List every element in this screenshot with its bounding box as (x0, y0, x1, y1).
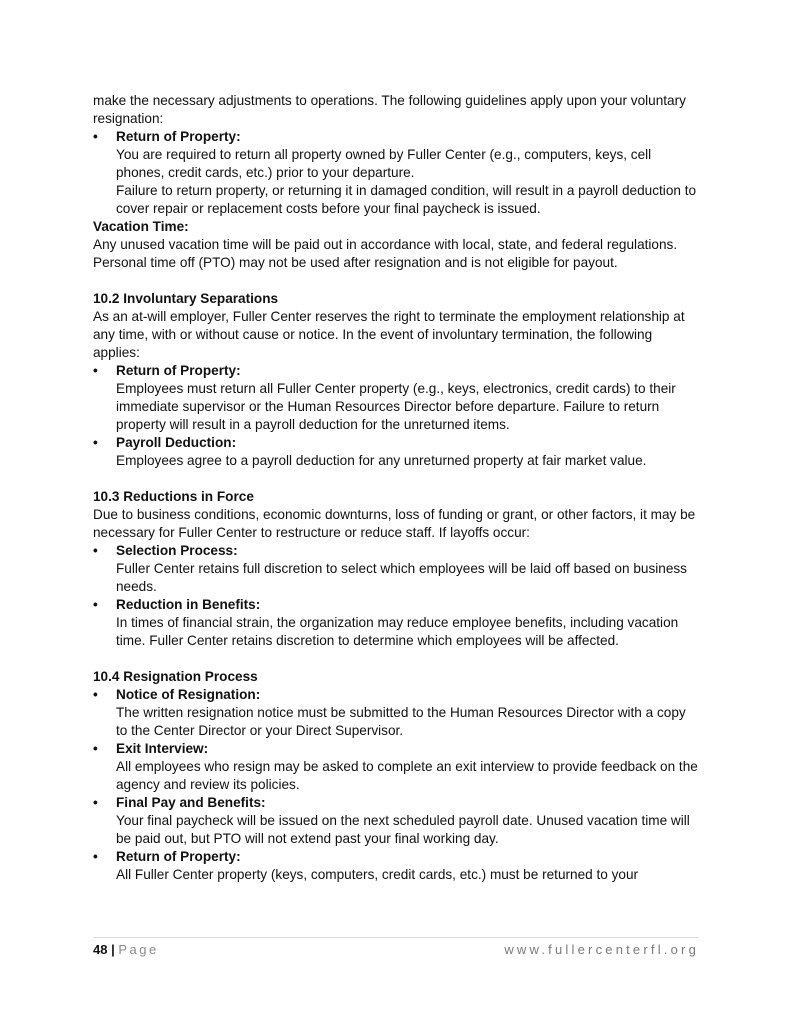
bullet-body: In times of financial strain, the organization may reduce employee benefits, including vacation time. Fuller Center retains discretion to determine which employees will be affected. (116, 615, 679, 648)
list-item (93, 128, 699, 218)
list-item (93, 362, 699, 434)
document-page (93, 92, 699, 884)
vacation-paragraph: Any unused vacation time will be paid out in accordance with local, state, and federal regulations. Personal time off (PTO) may not be used after resignation and is not eligible for payout. (93, 237, 678, 270)
page-number: 48 (93, 942, 108, 957)
website-url: www.fullercenterfl.org (504, 942, 699, 957)
list-item (93, 434, 699, 470)
bullet-title: • Final Pay and Benefits: (116, 795, 266, 810)
bullet-list (93, 542, 699, 650)
section-heading: 10.2 Involuntary Separations (93, 291, 279, 306)
section-paragraph: Due to business conditions, economic downturns, loss of funding or grant, or other factors, it may be necessary for Fuller Center to restructure or reduce staff. If layoffs occur: (93, 507, 696, 540)
page-word: Page (118, 942, 159, 957)
bullet-title: • Return of Property: (116, 129, 241, 144)
bullet-title: • Reduction in Benefits: (116, 597, 261, 612)
intro-bullet-list (93, 128, 699, 218)
bullet-body: Fuller Center retains full discretion to select which employees will be laid off based on business needs. (116, 561, 687, 594)
list-item (93, 740, 699, 794)
section-involuntary-separations (93, 290, 699, 470)
bullet-body: All employees who resign may be asked to complete an exit interview to provide feedback on the agency and review its policies. (116, 759, 698, 792)
list-item (93, 596, 699, 650)
bullet-body: Your final paycheck will be issued on the next scheduled payroll date. Unused vacation time will be paid out, but PTO will not extend past your final working day. (116, 813, 690, 846)
bullet-body: Employees must return all Fuller Center property (e.g., keys, electronics, credit cards) to their immediate supervisor or the Human Resources Director before departure. Failure to return property will result in a payroll deduction for the unreturned items. (116, 381, 676, 432)
bullet-title: • Return of Property: (116, 363, 241, 378)
list-item (93, 542, 699, 596)
bullet-body: All Fuller Center property (keys, computers, credit cards, etc.) must be returned to your (116, 867, 639, 882)
list-item (93, 794, 699, 848)
list-item (93, 848, 699, 884)
vacation-heading: Vacation Time: (93, 219, 189, 234)
intro-paragraph: make the necessary adjustments to operations. The following guidelines apply upon your voluntary resignation: (93, 93, 686, 126)
bullet-title: • Selection Process: (116, 543, 238, 558)
section-heading: 10.3 Reductions in Force (93, 489, 254, 504)
section-heading: 10.4 Resignation Process (93, 669, 258, 684)
list-item (93, 686, 699, 740)
page-separator: | (111, 942, 115, 957)
bullet-list (93, 362, 699, 470)
bullet-list (93, 686, 699, 884)
section-reductions-in-force (93, 488, 699, 650)
bullet-title: • Return of Property: (116, 849, 241, 864)
bullet-body: You are required to return all property owned by Fuller Center (e.g., computers, keys, cell phones, credit cards, etc.) prior to your departure. (116, 147, 652, 180)
page-indicator (93, 942, 159, 957)
bullet-body: Failure to return property, or returning it in damaged condition, will result in a payroll deduction to cover repair or replacement costs before your final paycheck is issued. (116, 183, 697, 216)
bullet-title: • Payroll Deduction: (116, 435, 237, 450)
bullet-title: • Notice of Resignation: (116, 687, 261, 702)
bullet-title: • Exit Interview: (116, 741, 209, 756)
bullet-body: Employees agree to a payroll deduction for any unreturned property at fair market value. (116, 453, 647, 468)
section-paragraph: As an at-will employer, Fuller Center reserves the right to terminate the employment relationship at any time, with or without cause or notice. In the event of involuntary termination, the following applies: (93, 309, 685, 360)
page-footer (93, 937, 699, 968)
section-resignation-process (93, 668, 699, 884)
bullet-body: The written resignation notice must be submitted to the Human Resources Director with a copy to the Center Director or your Direct Supervisor. (116, 705, 686, 738)
